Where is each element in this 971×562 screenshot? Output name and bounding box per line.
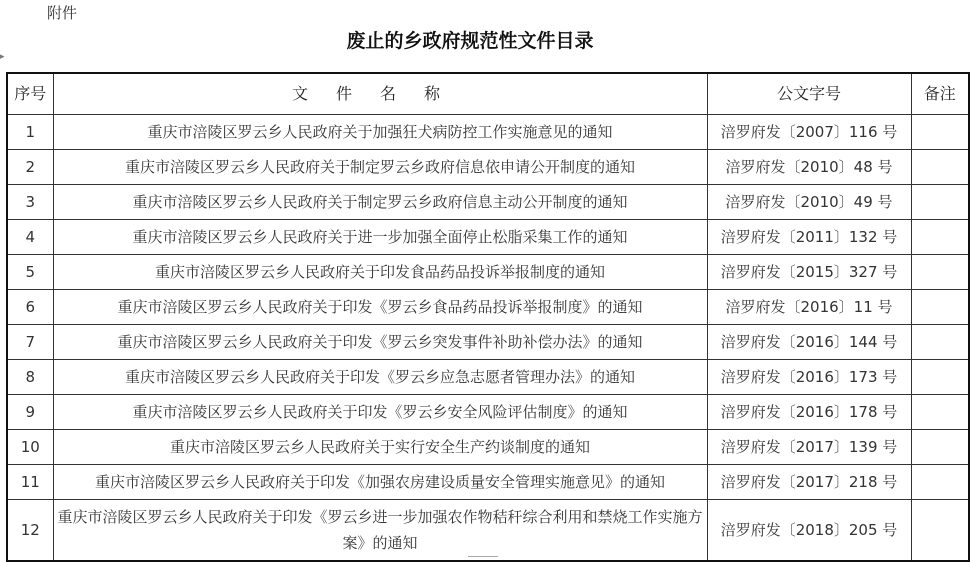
row-document-number: 涪罗府发〔2016〕11 号: [707, 290, 911, 325]
row-document-name: 重庆市涪陵区罗云乡人民政府关于印发食品药品投诉举报制度的通知: [53, 255, 707, 290]
attachment-label: 附件: [47, 4, 78, 22]
row-document-name: 重庆市涪陵区罗云乡人民政府关于印发《罗云乡应急志愿者管理办法》的通知: [53, 360, 707, 395]
margin-marker-icon: ▸: [0, 52, 5, 62]
row-document-name: 重庆市涪陵区罗云乡人民政府关于制定罗云乡政府信息主动公开制度的通知: [53, 185, 707, 220]
table-row: [7, 290, 969, 325]
row-document-name: 重庆市涪陵区罗云乡人民政府关于加强狂犬病防控工作实施意见的通知: [53, 115, 707, 150]
row-document-number: 涪罗府发〔2016〕144 号: [707, 325, 911, 360]
header-seq: 序号: [7, 73, 53, 115]
row-remark: [911, 290, 969, 325]
row-remark: [911, 255, 969, 290]
row-seq: 7: [7, 325, 53, 360]
table-row: [7, 185, 969, 220]
row-remark: [911, 430, 969, 465]
row-seq: 5: [7, 255, 53, 290]
table-row: [7, 465, 969, 500]
table-row: [7, 395, 969, 430]
header-document-name: 文件名称: [53, 73, 707, 115]
row-document-name: 重庆市涪陵区罗云乡人民政府关于进一步加强全面停止松脂采集工作的通知: [53, 220, 707, 255]
row-seq: 12: [7, 500, 53, 562]
row-document-name: 重庆市涪陵区罗云乡人民政府关于印发《罗云乡突发事件补助补偿办法》的通知: [53, 325, 707, 360]
page-title: 废止的乡政府规范性文件目录: [346, 30, 594, 52]
row-remark: [911, 500, 969, 562]
table-row: [7, 360, 969, 395]
row-document-number: 涪罗府发〔2018〕205 号: [707, 500, 911, 562]
row-seq: 4: [7, 220, 53, 255]
row-remark: [911, 150, 969, 185]
row-remark: [911, 325, 969, 360]
table-row: [7, 115, 969, 150]
repealed-documents-table: [6, 72, 970, 562]
row-seq: 2: [7, 150, 53, 185]
row-remark: [911, 115, 969, 150]
row-document-number: 涪罗府发〔2016〕178 号: [707, 395, 911, 430]
table-row: [7, 325, 969, 360]
row-seq: 10: [7, 430, 53, 465]
row-seq: 9: [7, 395, 53, 430]
table-row: [7, 500, 969, 562]
table-header-row: [7, 73, 969, 115]
header-document-number: 公文字号: [707, 73, 911, 115]
row-seq: 6: [7, 290, 53, 325]
table-row: [7, 430, 969, 465]
table-row: [7, 255, 969, 290]
row-seq: 3: [7, 185, 53, 220]
page-edge-divider: [468, 556, 498, 557]
table-row: [7, 220, 969, 255]
row-document-number: 涪罗府发〔2015〕327 号: [707, 255, 911, 290]
row-document-number: 涪罗府发〔2010〕48 号: [707, 150, 911, 185]
row-document-number: 涪罗府发〔2011〕132 号: [707, 220, 911, 255]
row-document-number: 涪罗府发〔2010〕49 号: [707, 185, 911, 220]
row-remark: [911, 185, 969, 220]
row-document-name: 重庆市涪陵区罗云乡人民政府关于印发《罗云乡食品药品投诉举报制度》的通知: [53, 290, 707, 325]
row-document-number: 涪罗府发〔2016〕173 号: [707, 360, 911, 395]
row-remark: [911, 220, 969, 255]
row-remark: [911, 360, 969, 395]
row-document-name: 重庆市涪陵区罗云乡人民政府关于印发《加强农房建设质量安全管理实施意见》的通知: [53, 465, 707, 500]
row-remark: [911, 465, 969, 500]
row-document-number: 涪罗府发〔2007〕116 号: [707, 115, 911, 150]
row-seq: 1: [7, 115, 53, 150]
row-remark: [911, 395, 969, 430]
row-document-number: 涪罗府发〔2017〕218 号: [707, 465, 911, 500]
table-row: [7, 150, 969, 185]
row-document-name: 重庆市涪陵区罗云乡人民政府关于实行安全生产约谈制度的通知: [53, 430, 707, 465]
header-remark: 备注: [911, 73, 969, 115]
row-seq: 11: [7, 465, 53, 500]
row-document-name: 重庆市涪陵区罗云乡人民政府关于印发《罗云乡进一步加强农作物秸秆综合利用和禁烧工作实施方案》的通知: [53, 500, 707, 562]
row-document-name: 重庆市涪陵区罗云乡人民政府关于制定罗云乡政府信息依申请公开制度的通知: [53, 150, 707, 185]
row-seq: 8: [7, 360, 53, 395]
row-document-number: 涪罗府发〔2017〕139 号: [707, 430, 911, 465]
row-document-name: 重庆市涪陵区罗云乡人民政府关于印发《罗云乡安全风险评估制度》的通知: [53, 395, 707, 430]
